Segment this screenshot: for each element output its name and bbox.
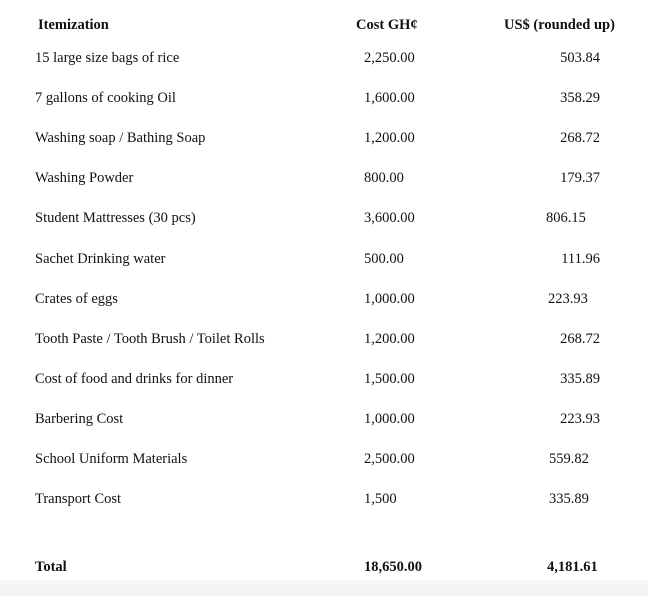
item-cost-ghc: 2,250.00 [364, 50, 415, 66]
table-row [0, 409, 648, 429]
total-cost-ghc: 18,650.00 [364, 559, 422, 575]
item-cost-ghc: 2,500.00 [364, 451, 415, 467]
item-cost-ghc: 1,200.00 [364, 331, 415, 347]
header-usd: US$ (rounded up) [504, 17, 615, 33]
item-label: 15 large size bags of rice [35, 50, 180, 66]
item-label: Washing soap / Bathing Soap [35, 130, 206, 146]
item-label: Washing Powder [35, 170, 134, 186]
item-cost-usd: 335.89 [549, 491, 589, 507]
item-cost-usd: 335.89 [560, 371, 600, 387]
item-cost-ghc: 1,600.00 [364, 90, 415, 106]
item-label: Tooth Paste / Tooth Brush / Toilet Rolls [35, 331, 265, 347]
item-cost-usd: 268.72 [560, 331, 600, 347]
item-label: Sachet Drinking water [35, 251, 166, 267]
item-cost-ghc: 1,000.00 [364, 411, 415, 427]
table-row [0, 168, 648, 188]
item-cost-ghc: 500.00 [364, 251, 404, 267]
table-row [0, 88, 648, 108]
item-cost-usd: 806.15 [546, 210, 586, 226]
item-label: Transport Cost [35, 491, 122, 507]
table-row [0, 449, 648, 469]
item-cost-usd: 358.29 [560, 90, 600, 106]
item-label: School Uniform Materials [35, 451, 188, 467]
item-cost-ghc: 1,000.00 [364, 291, 415, 307]
item-cost-ghc: 3,600.00 [364, 210, 415, 226]
item-cost-usd: 111.96 [561, 251, 600, 267]
item-label: 7 gallons of cooking Oil [35, 90, 176, 106]
table-total-row [0, 557, 648, 577]
item-cost-ghc: 800.00 [364, 170, 404, 186]
table-row [0, 489, 648, 509]
item-cost-ghc: 1,200.00 [364, 130, 415, 146]
total-label: Total [35, 559, 67, 575]
table-row [0, 249, 648, 269]
table-row [0, 128, 648, 148]
item-cost-usd: 223.93 [548, 291, 588, 307]
page-bottom-edge [0, 580, 648, 596]
table-row [0, 289, 648, 309]
item-label: Crates of eggs [35, 291, 118, 307]
item-cost-ghc: 1,500.00 [364, 371, 415, 387]
item-label: Cost of food and drinks for dinner [35, 371, 234, 387]
table-row [0, 208, 648, 228]
header-itemization: Itemization [38, 17, 109, 33]
table-row [0, 48, 648, 68]
item-cost-usd: 179.37 [560, 170, 600, 186]
item-cost-usd: 223.93 [560, 411, 600, 427]
item-cost-ghc: 1,500 [364, 491, 397, 507]
item-label: Barbering Cost [35, 411, 124, 427]
table-row [0, 369, 648, 389]
item-cost-usd: 268.72 [560, 130, 600, 146]
table-row [0, 329, 648, 349]
table-header-row [0, 15, 648, 35]
total-cost-usd: 4,181.61 [547, 559, 598, 575]
header-cost-ghc: Cost GH¢ [356, 17, 418, 33]
item-cost-usd: 559.82 [549, 451, 589, 467]
item-cost-usd: 503.84 [560, 50, 600, 66]
item-label: Student Mattresses (30 pcs) [35, 210, 196, 226]
